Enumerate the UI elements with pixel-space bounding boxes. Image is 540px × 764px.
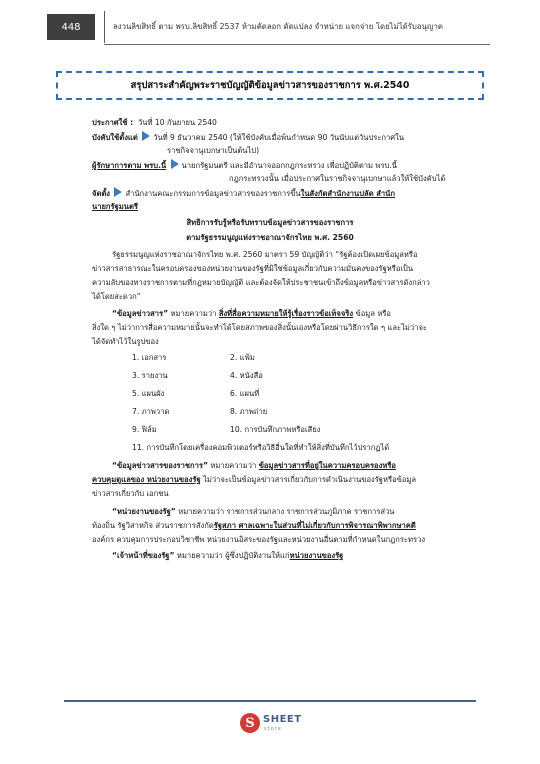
establish-text: สำนักงานคณะกรรมการข้อมูลข่าวสารของราชการขึ้น bbox=[125, 189, 301, 198]
gov-info-emphasis-2: ควบคุมดูแลของ หน่วยงานของรัฐ bbox=[92, 475, 201, 484]
agency-line-2 bbox=[92, 520, 416, 531]
gov-info-tail: ไม่ว่าจะเป็นข้อมูลข่าวสารเกี่ยวกับการดำเนินงานของรัฐหรือข้อมูล bbox=[203, 475, 417, 484]
constitution-line-4: ได้โดยสะดวก” bbox=[92, 292, 141, 301]
logo-s-icon: S bbox=[240, 713, 260, 733]
document-title: สรุปสาระสำคัญพระราชบัญญัติข้อมูลข่าวสารของราชการ พ.ศ.2540 bbox=[130, 80, 410, 91]
copyright-notice: ลงวนลิขสิทธิ์ ตาม พรบ.ลิขสิทธิ์ 2537 ห้ามคัดลอก ดัดแปลง จำหน่าย แจกจ่าย โดยไม่ได้รับอนุญาต bbox=[113, 22, 443, 31]
agency-line-1 bbox=[112, 506, 395, 517]
header-divider bbox=[104, 11, 105, 43]
info-def-emphasis: สิ่งที่สื่อความหมายให้รู้เรื่องราวข้อเท็จจริง bbox=[218, 309, 354, 318]
minister-row bbox=[92, 159, 397, 171]
announce-value: วันที่ 10 กันยายน 2540 bbox=[138, 118, 217, 127]
form-item: 4. หนังสือ bbox=[230, 371, 263, 380]
sheet-store-logo bbox=[240, 712, 300, 736]
info-def-line-3: ได้จัดทำไว้ในรูปของ bbox=[92, 337, 159, 346]
constitution-line-3: ความลับของทางราชการตามที่กฎหมายบัญญัติ และต้องจัดให้ประชาชนเข้าถึงข้อมูลหรือข่าวสารดังกล่าว bbox=[92, 278, 430, 287]
effective-line1: วันที่ 9 ธันวาคม 2540 (ให้ใช้บังคับเมื่อพ้นกำหนด 90 วันนับแต่วันประกาศใน bbox=[153, 133, 405, 142]
officer-term: “เจ้าหน้าที่ของรัฐ” bbox=[112, 551, 175, 560]
arrow-icon bbox=[171, 159, 179, 169]
form-item: 7. ภาพวาด bbox=[132, 407, 170, 416]
logo-sub: store bbox=[264, 726, 282, 732]
logo-word: SHEET bbox=[263, 714, 302, 725]
constitution-line-1: รัฐธรรมนูญแห่งราชอาณาจักรไทย พ.ศ. 2560 มาตรา 59 บัญญัติว่า “รัฐต้องเปิดเผยข้อมูลหรือ bbox=[112, 250, 418, 259]
form-item: 1. เอกสาร bbox=[132, 353, 167, 362]
form-item: 6. แผนที่ bbox=[230, 389, 260, 398]
header-rule bbox=[104, 44, 490, 45]
form-item: 8. ภาพถ่าย bbox=[230, 407, 268, 416]
form-item: 10. การบันทึกภาพหรือเสียง bbox=[230, 425, 321, 434]
rights-heading-2: ตามรัฐธรรมนูญแห่งราชอาณาจักรไทย พ.ศ. 2560 bbox=[186, 233, 354, 242]
minister-label: ผู้รักษาการตาม พรบ.นี้ bbox=[92, 161, 167, 170]
agency-line2-pre: ท้องถิ่น รัฐวิสาหกิจ ส่วนราชการสังกัด bbox=[92, 521, 214, 530]
gov-info-line-2 bbox=[92, 474, 416, 485]
info-def-line-2: สิ่งใด ๆ ไม่ว่าการสื่อความหมายนั้นจะทำได้โดยสภาพของสิ่งนั้นเองหรือโดยผ่านวิธีการใด ๆ และไม่ว่าจะ bbox=[92, 323, 427, 332]
form-item: 9. ฟิล์ม bbox=[132, 425, 157, 434]
arrow-icon bbox=[114, 187, 122, 197]
form-item: 5. แผนผัง bbox=[132, 389, 165, 398]
establish-row bbox=[92, 187, 395, 199]
officer-emphasis: หน่วยงานของรัฐ bbox=[289, 551, 344, 560]
info-def-line-1 bbox=[112, 308, 391, 319]
arrow-icon bbox=[142, 131, 150, 141]
officer-mid: หมายความว่า ผู้ซึ่งปฏิบัติงานให้แก่ bbox=[176, 551, 290, 560]
minister-line2: กฎกระทรวงนั้น เมื่อประกาศในราชกิจจานุเบกษาแล้วให้ใช้บังคับได้ bbox=[229, 174, 446, 183]
minister-line1: นายกรัฐมนตรี และมีอำนาจออกกฎกระทรวง เพื่อปฏิบัติตาม พรบ.นี้ bbox=[181, 161, 397, 170]
gov-info-term: “ข้อมูลข่าวสารของราชการ” bbox=[112, 461, 208, 470]
agency-term: “หน่วยงานของรัฐ” bbox=[112, 507, 176, 516]
footer-rule bbox=[64, 700, 476, 702]
form-item: 11. การบันทึกโดยเครื่องคอมพิวเตอร์หรือวิธีอื่นใดที่ทำให้สิ่งที่บันทึกไว้ปรากฏได้ bbox=[132, 443, 390, 452]
gov-info-mid: หมายความว่า bbox=[210, 461, 257, 470]
effective-row bbox=[92, 131, 404, 143]
effective-line2: ราชกิจจานุเบกษาเป็นต้นไป) bbox=[167, 146, 260, 155]
rights-heading-1: สิทธิการรับรู้หรือรับทราบข้อมูลข่าวสารของราชการ bbox=[186, 218, 354, 227]
agency-line-3: องค์กร ควบคุมการประกอบวิชาชีพ หน่วยงานอิสระของรัฐและหน่วยงานอื่นตามที่กำหนดในกฎกระทรวง bbox=[92, 535, 426, 544]
gov-info-line-3: ข่าวสารเกี่ยวกับ เอกชน bbox=[92, 489, 169, 498]
title-box bbox=[56, 71, 484, 100]
constitution-line-2: ข่าวสารสาธารณะในครอบครองของหน่วยงานของรัฐที่มิใช่ข้อมูลเกี่ยวกับความมั่นคงของรัฐหรือเป็น bbox=[92, 264, 414, 273]
agency-line2-emphasis: รัฐสภา ศาลเฉพาะในส่วนที่ไม่เกี่ยวกับการพิจารณาพิพากษาคดี bbox=[213, 521, 416, 530]
gov-info-emphasis-1: ข้อมูลข่าวสารที่อยู่ในความครอบครองหรือ bbox=[258, 461, 396, 470]
officer-line bbox=[112, 550, 343, 561]
info-def-term: “ข้อมูลข่าวสาร” bbox=[112, 309, 169, 318]
establish-emphasis: ในสังกัดสำนักงานปลัด สำนัก bbox=[300, 189, 395, 198]
establish-label: จัดตั้ง bbox=[92, 189, 111, 198]
info-def-mid: หมายความว่า bbox=[170, 309, 217, 318]
establish-line2: นายกรัฐมนตรี bbox=[92, 202, 138, 211]
announce-row bbox=[92, 117, 217, 128]
form-item: 3. รายงาน bbox=[132, 371, 168, 380]
form-item: 2. แฟ้ม bbox=[230, 353, 255, 362]
agency-tail: หมายความว่า ราชการส่วนกลาง ราชการส่วนภูมิภาค ราชการส่วน bbox=[178, 507, 395, 516]
info-def-tail: ข้อมูล หรือ bbox=[355, 309, 391, 318]
announce-label: ประกาศใช้ : bbox=[92, 118, 134, 127]
gov-info-line-1 bbox=[112, 460, 396, 471]
page-number: 448 bbox=[47, 14, 95, 40]
effective-label: บังคับใช้ตั้งแต่ bbox=[92, 133, 138, 142]
